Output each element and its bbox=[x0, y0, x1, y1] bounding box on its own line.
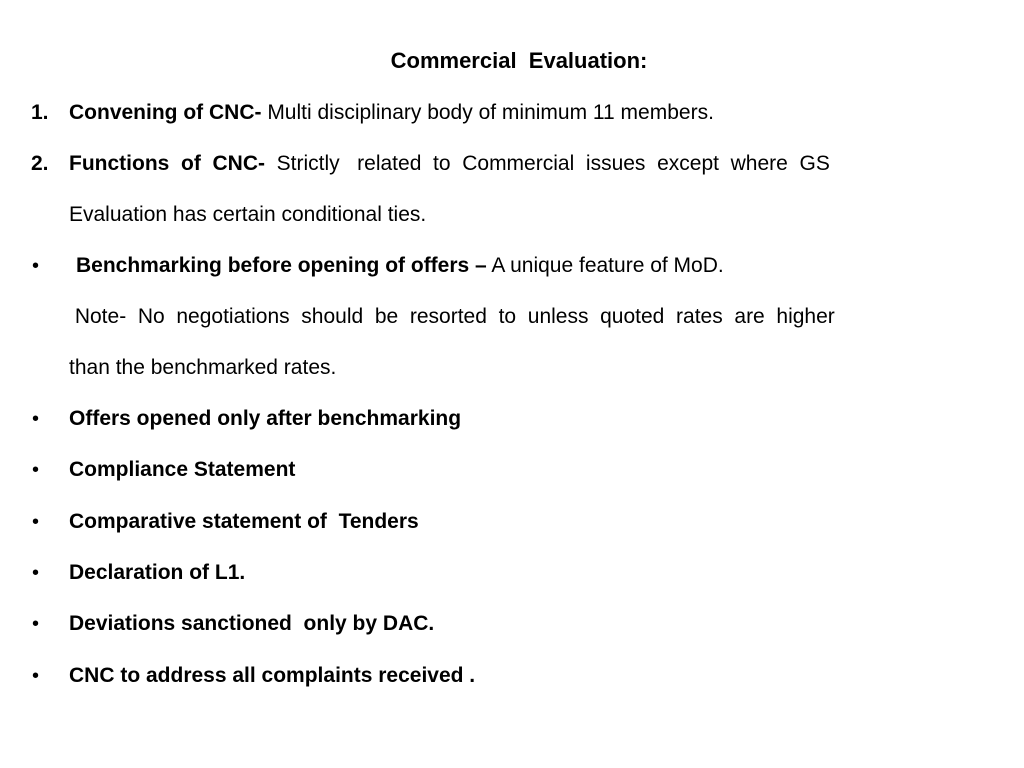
item-text bbox=[69, 149, 1001, 179]
bullet-description: A unique feature of MoD. bbox=[486, 254, 724, 277]
item-description: Strictly related to Commercial issues except where GS bbox=[264, 152, 830, 175]
bullet-heading: Benchmarking before opening of offers – bbox=[76, 254, 487, 277]
bullet-text: Comparative statement of Tenders bbox=[69, 510, 419, 533]
item-description: Multi disciplinary body of minimum 11 members. bbox=[261, 101, 714, 124]
bullet-item bbox=[0, 404, 1024, 434]
note-line-2 bbox=[0, 353, 1024, 383]
bullet-text: Compliance Statement bbox=[69, 458, 296, 481]
bullet-item bbox=[0, 558, 1024, 588]
bullet-item bbox=[0, 661, 1024, 691]
bullet-text: Offers opened only after benchmarking bbox=[69, 407, 462, 430]
bullet-text bbox=[76, 251, 1008, 281]
numbered-item-2 bbox=[0, 149, 1024, 179]
bullet-item bbox=[0, 507, 1024, 537]
bullet-icon: • bbox=[32, 255, 40, 277]
numbered-item-2-continuation bbox=[0, 200, 1024, 230]
note-text: Note- No negotiations should be resorted to unless quoted rates are higher bbox=[69, 305, 835, 328]
item-text bbox=[69, 98, 1001, 128]
bullet-icon: • bbox=[32, 665, 40, 687]
item-continuation: Evaluation has certain conditional ties. bbox=[69, 203, 427, 226]
item-heading: Convening of CNC- bbox=[69, 101, 262, 124]
bullet-icon: • bbox=[32, 562, 40, 584]
bullet-text: Declaration of L1. bbox=[69, 561, 246, 584]
bullet-text: CNC to address all complaints received . bbox=[69, 664, 476, 687]
numbered-item-1 bbox=[0, 98, 1024, 128]
slide-title: Commercial Evaluation: bbox=[390, 48, 648, 73]
bullet-icon: • bbox=[32, 511, 40, 533]
bullet-text: Deviations sanctioned only by DAC. bbox=[69, 612, 435, 635]
bullet-item bbox=[0, 609, 1024, 639]
note-line-1 bbox=[0, 302, 1024, 332]
bullet-benchmarking bbox=[0, 251, 1024, 281]
bullet-icon: • bbox=[32, 613, 40, 635]
bullet-icon: • bbox=[32, 408, 40, 430]
item-heading: Functions of CNC- bbox=[69, 152, 265, 175]
item-number: 2. bbox=[31, 152, 49, 175]
bullet-item bbox=[0, 455, 1024, 485]
item-number: 1. bbox=[31, 101, 49, 124]
bullet-icon: • bbox=[32, 459, 40, 481]
note-text-continuation: than the benchmarked rates. bbox=[69, 356, 337, 379]
